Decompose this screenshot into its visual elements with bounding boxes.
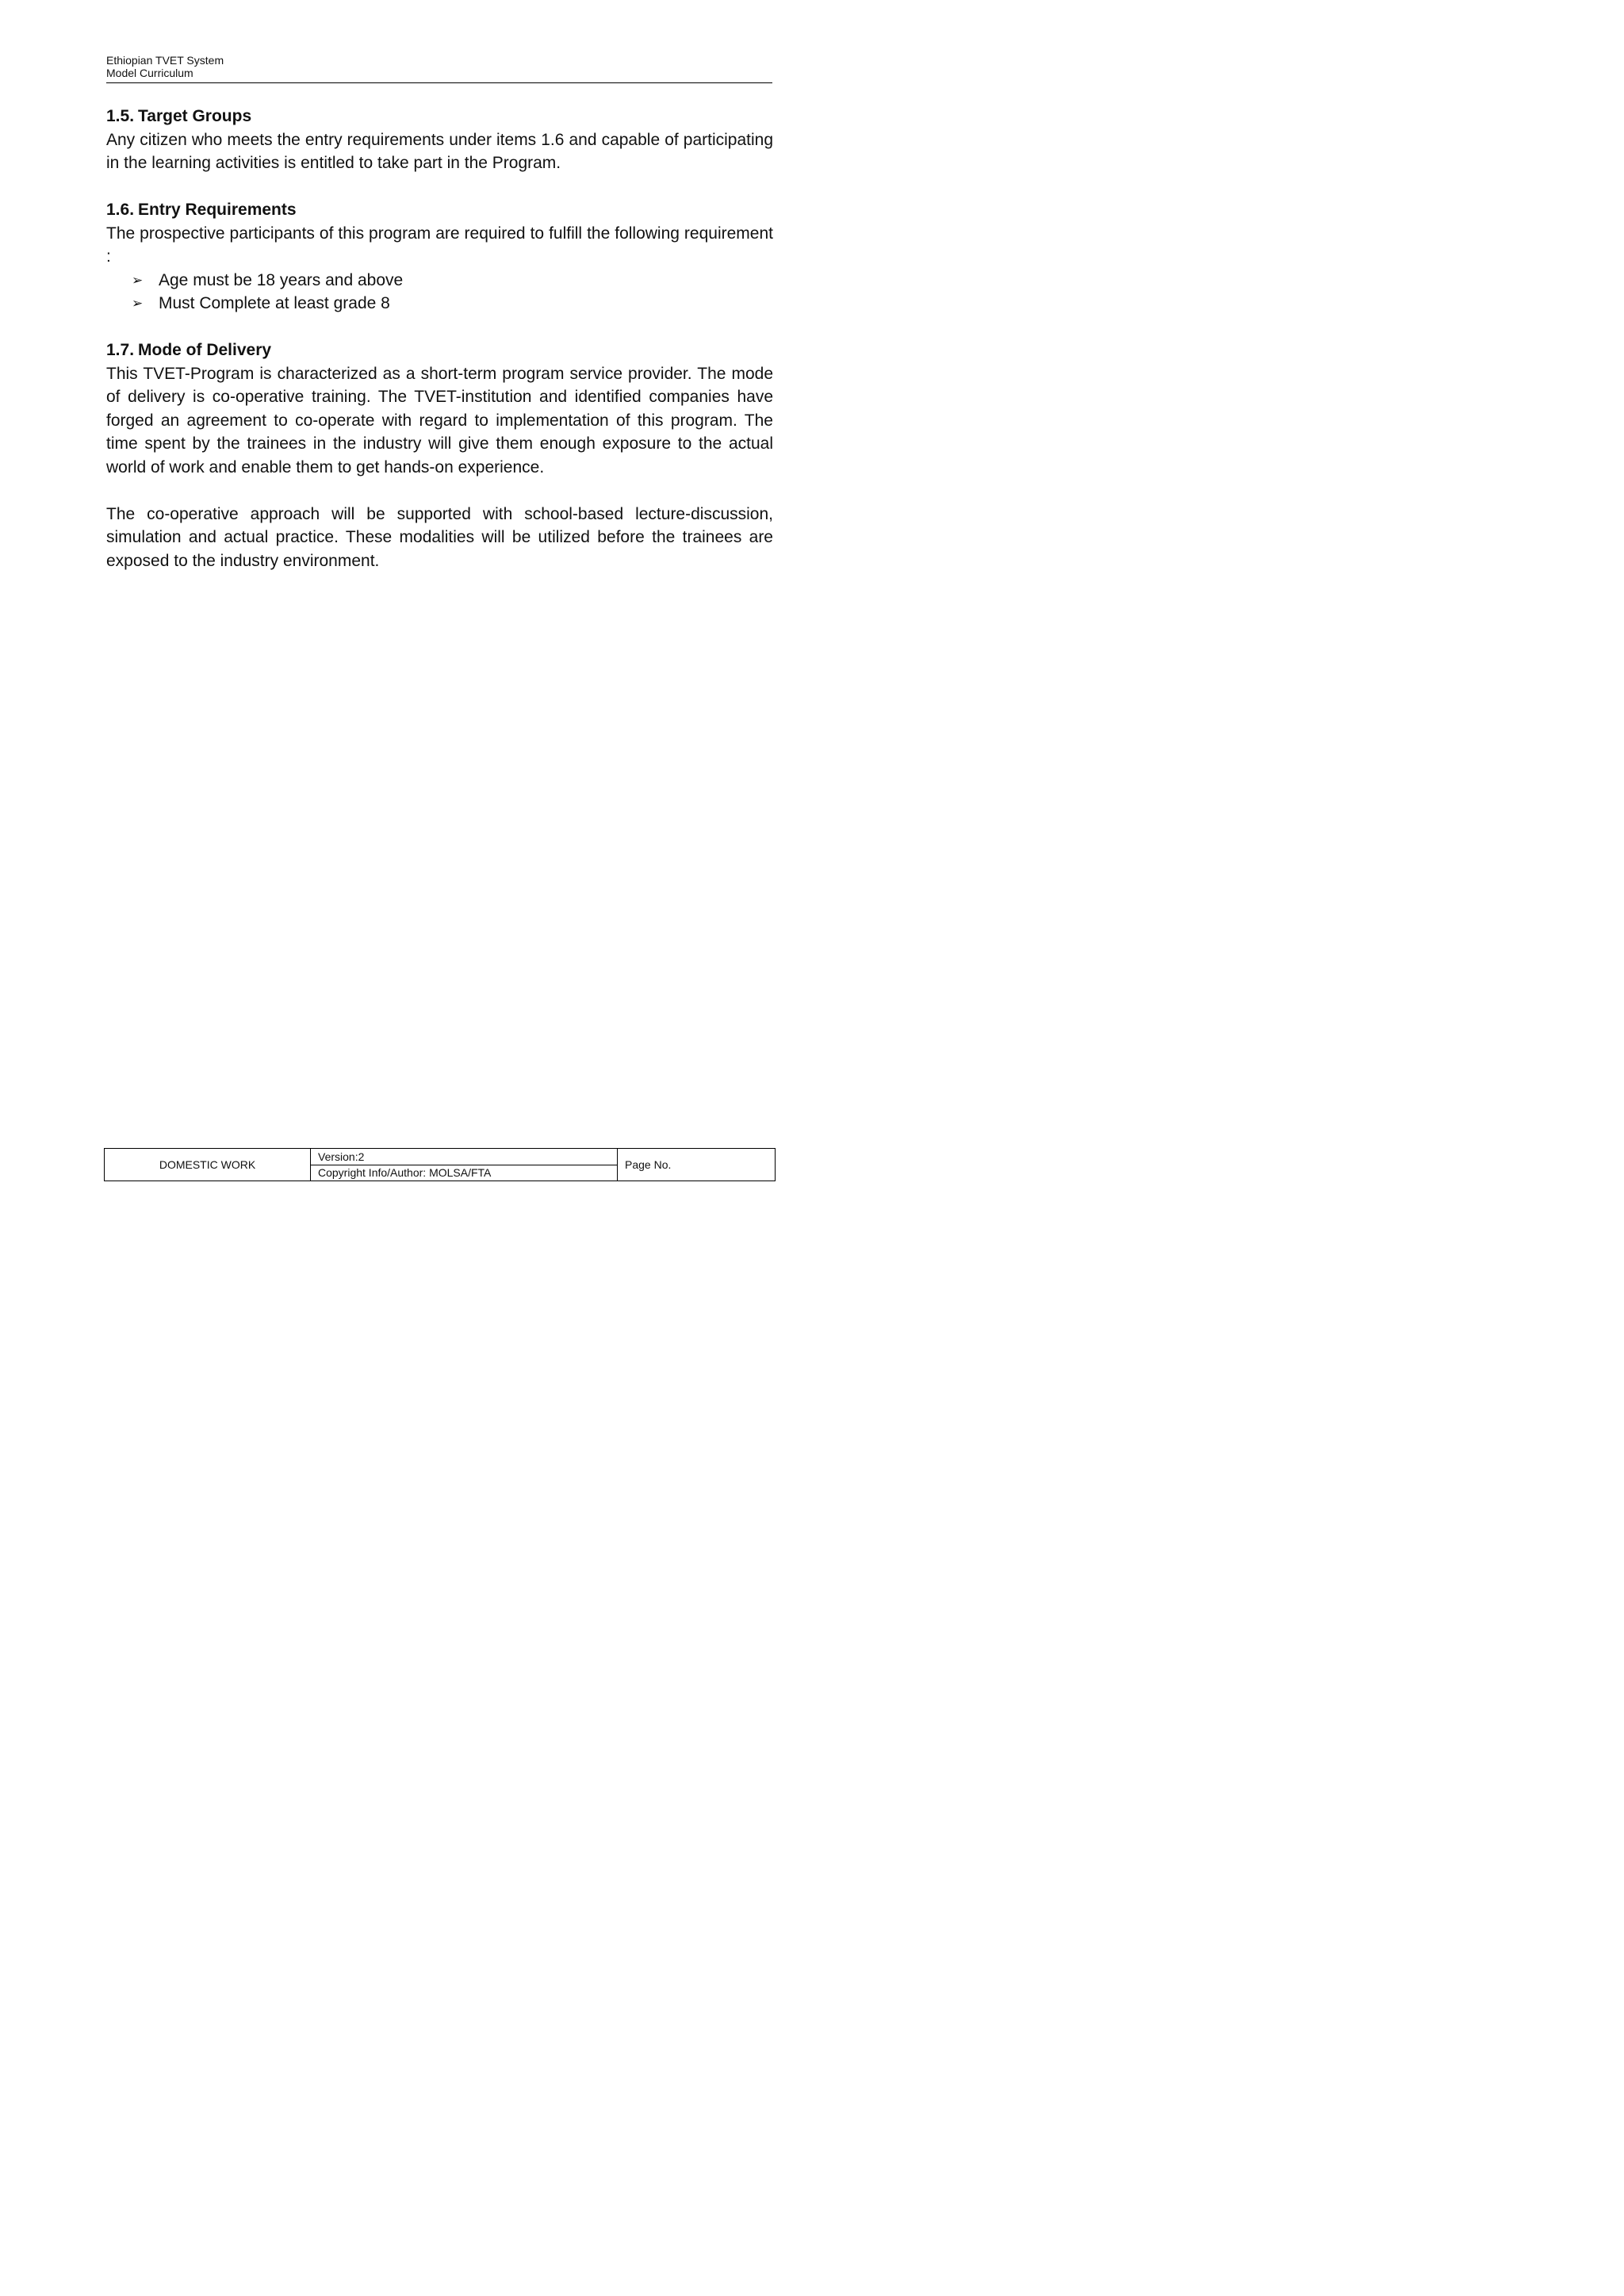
section-paragraph: The co-operative approach will be supported with school-based lecture-discussion, simulation and actual practice. These modalities will be utilized before the trainees are exposed to the industry environment.: [106, 504, 773, 570]
section-mode-of-delivery: [106, 339, 773, 572]
list-item: [132, 269, 773, 293]
section-paragraph: Any citizen who meets the entry requirements under items 1.6 and capable of participating in the learning activities is entitled to take part in the Program.: [106, 130, 773, 172]
list-item-text: Must Complete at least grade 8: [159, 294, 390, 312]
running-header: [106, 54, 772, 83]
section-title: Mode of Delivery: [138, 341, 272, 359]
document-page: [0, 0, 872, 1234]
section-paragraph: This TVET-Program is characterized as a short-term program service provider. The mode of delivery is co-operative training. The TVET-institution and identified companies have forged an agreement to co-operate with regard to implementation of this program. The time spent by the trainees in the industry will give them enough exposure to the actual world of work and enable them to get hands-on experience.: [106, 364, 773, 476]
footer-occupation: DOMESTIC WORK: [105, 1149, 311, 1181]
requirements-list: [106, 269, 773, 316]
arrow-bullet-icon: ➢: [132, 296, 144, 311]
section-number: 1.5.: [106, 107, 135, 125]
list-item-text: Age must be 18 years and above: [159, 270, 404, 289]
section-number: 1.6.: [106, 201, 135, 219]
section-target-groups: [106, 105, 773, 175]
list-item: [132, 292, 773, 316]
section-heading: [106, 339, 773, 362]
document-body: [106, 105, 773, 596]
section-entry-requirements: [106, 198, 773, 316]
footer-page-number: Page No.: [625, 1158, 672, 1171]
footer-table: [104, 1148, 776, 1181]
footer-copyright: Copyright Info/Author: MOLSA/FTA: [311, 1165, 617, 1181]
section-heading: [106, 198, 773, 222]
section-heading: [106, 105, 773, 128]
section-title: Entry Requirements: [138, 201, 297, 219]
footer-info-cell: [311, 1149, 618, 1181]
header-system-name: Ethiopian TVET System: [106, 54, 224, 67]
section-title: Target Groups: [138, 107, 252, 125]
header-document-type: Model Curriculum: [106, 67, 193, 79]
section-paragraph: The prospective participants of this program are required to fulfill the following requirement :: [106, 224, 773, 266]
section-number: 1.7.: [106, 341, 135, 359]
footer-version: Version:2: [318, 1150, 365, 1163]
arrow-bullet-icon: ➢: [132, 272, 144, 288]
